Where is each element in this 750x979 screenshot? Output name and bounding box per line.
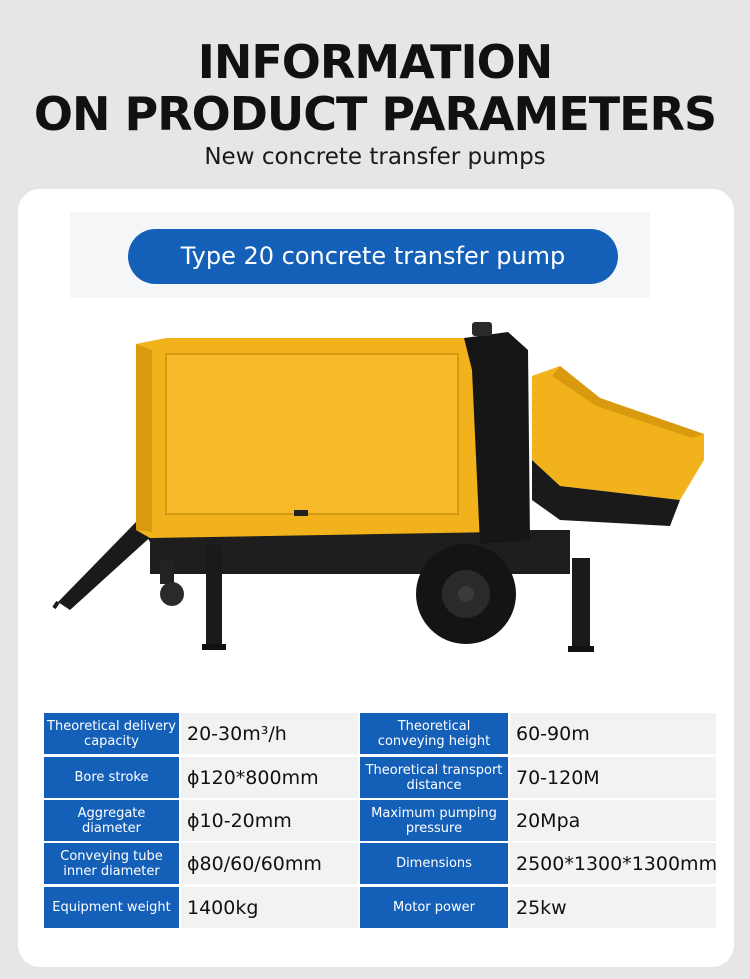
spec-row xyxy=(44,887,716,928)
spec-row xyxy=(44,713,716,754)
spec-row xyxy=(44,843,716,884)
spec-label: Motor power xyxy=(360,887,508,928)
page-title-line-2: ON PRODUCT PARAMETERS xyxy=(33,87,717,141)
support-leg-front-foot xyxy=(202,644,226,650)
spec-value: ϕ10-20mm xyxy=(181,800,358,841)
page-subtitle: New concrete transfer pumps xyxy=(204,144,546,170)
product-image xyxy=(40,310,720,680)
engine-housing-side xyxy=(136,344,152,532)
front-caster-wheel xyxy=(160,582,184,606)
housing-panel xyxy=(166,354,458,514)
spec-label: Conveying tube inner diameter xyxy=(44,843,179,884)
spec-value: 70-120M xyxy=(510,757,716,798)
spec-label: Maximum pumping pressure xyxy=(360,800,508,841)
product-type-badge: Type 20 concrete transfer pump xyxy=(128,229,618,284)
support-leg-front xyxy=(206,545,222,649)
housing-handle xyxy=(294,510,308,516)
support-leg-rear-foot xyxy=(568,646,594,652)
spec-label: Aggregate diameter xyxy=(44,800,179,841)
spec-label: Theoretical transport distance xyxy=(360,757,508,798)
spec-table xyxy=(44,713,716,929)
spec-value: ϕ80/60/60mm xyxy=(181,843,358,884)
spec-label: Dimensions xyxy=(360,843,508,884)
spec-value: 1400kg xyxy=(181,887,358,928)
drawbar-tip xyxy=(54,602,58,608)
spec-label: Theoretical conveying height xyxy=(360,713,508,754)
spec-value: ϕ120*800mm xyxy=(181,757,358,798)
support-leg-rear xyxy=(572,558,590,650)
spec-value: 2500*1300*1300mm xyxy=(510,843,716,884)
spec-label: Bore stroke xyxy=(44,757,179,798)
wheel-hub xyxy=(458,586,474,602)
front-caster-bracket xyxy=(160,560,174,584)
spec-value: 60-90m xyxy=(510,713,716,754)
page-title-line-1: INFORMATION xyxy=(197,35,553,89)
spec-row xyxy=(44,757,716,798)
tower-cap xyxy=(472,322,492,336)
spec-row xyxy=(44,800,716,841)
spec-label: Theoretical delivery capacity xyxy=(44,713,179,754)
drawbar xyxy=(58,522,156,610)
spec-value: 25kw xyxy=(510,887,716,928)
spec-value: 20Mpa xyxy=(510,800,716,841)
spec-value: 20-30m³/h xyxy=(181,713,358,754)
spec-label: Equipment weight xyxy=(44,887,179,928)
